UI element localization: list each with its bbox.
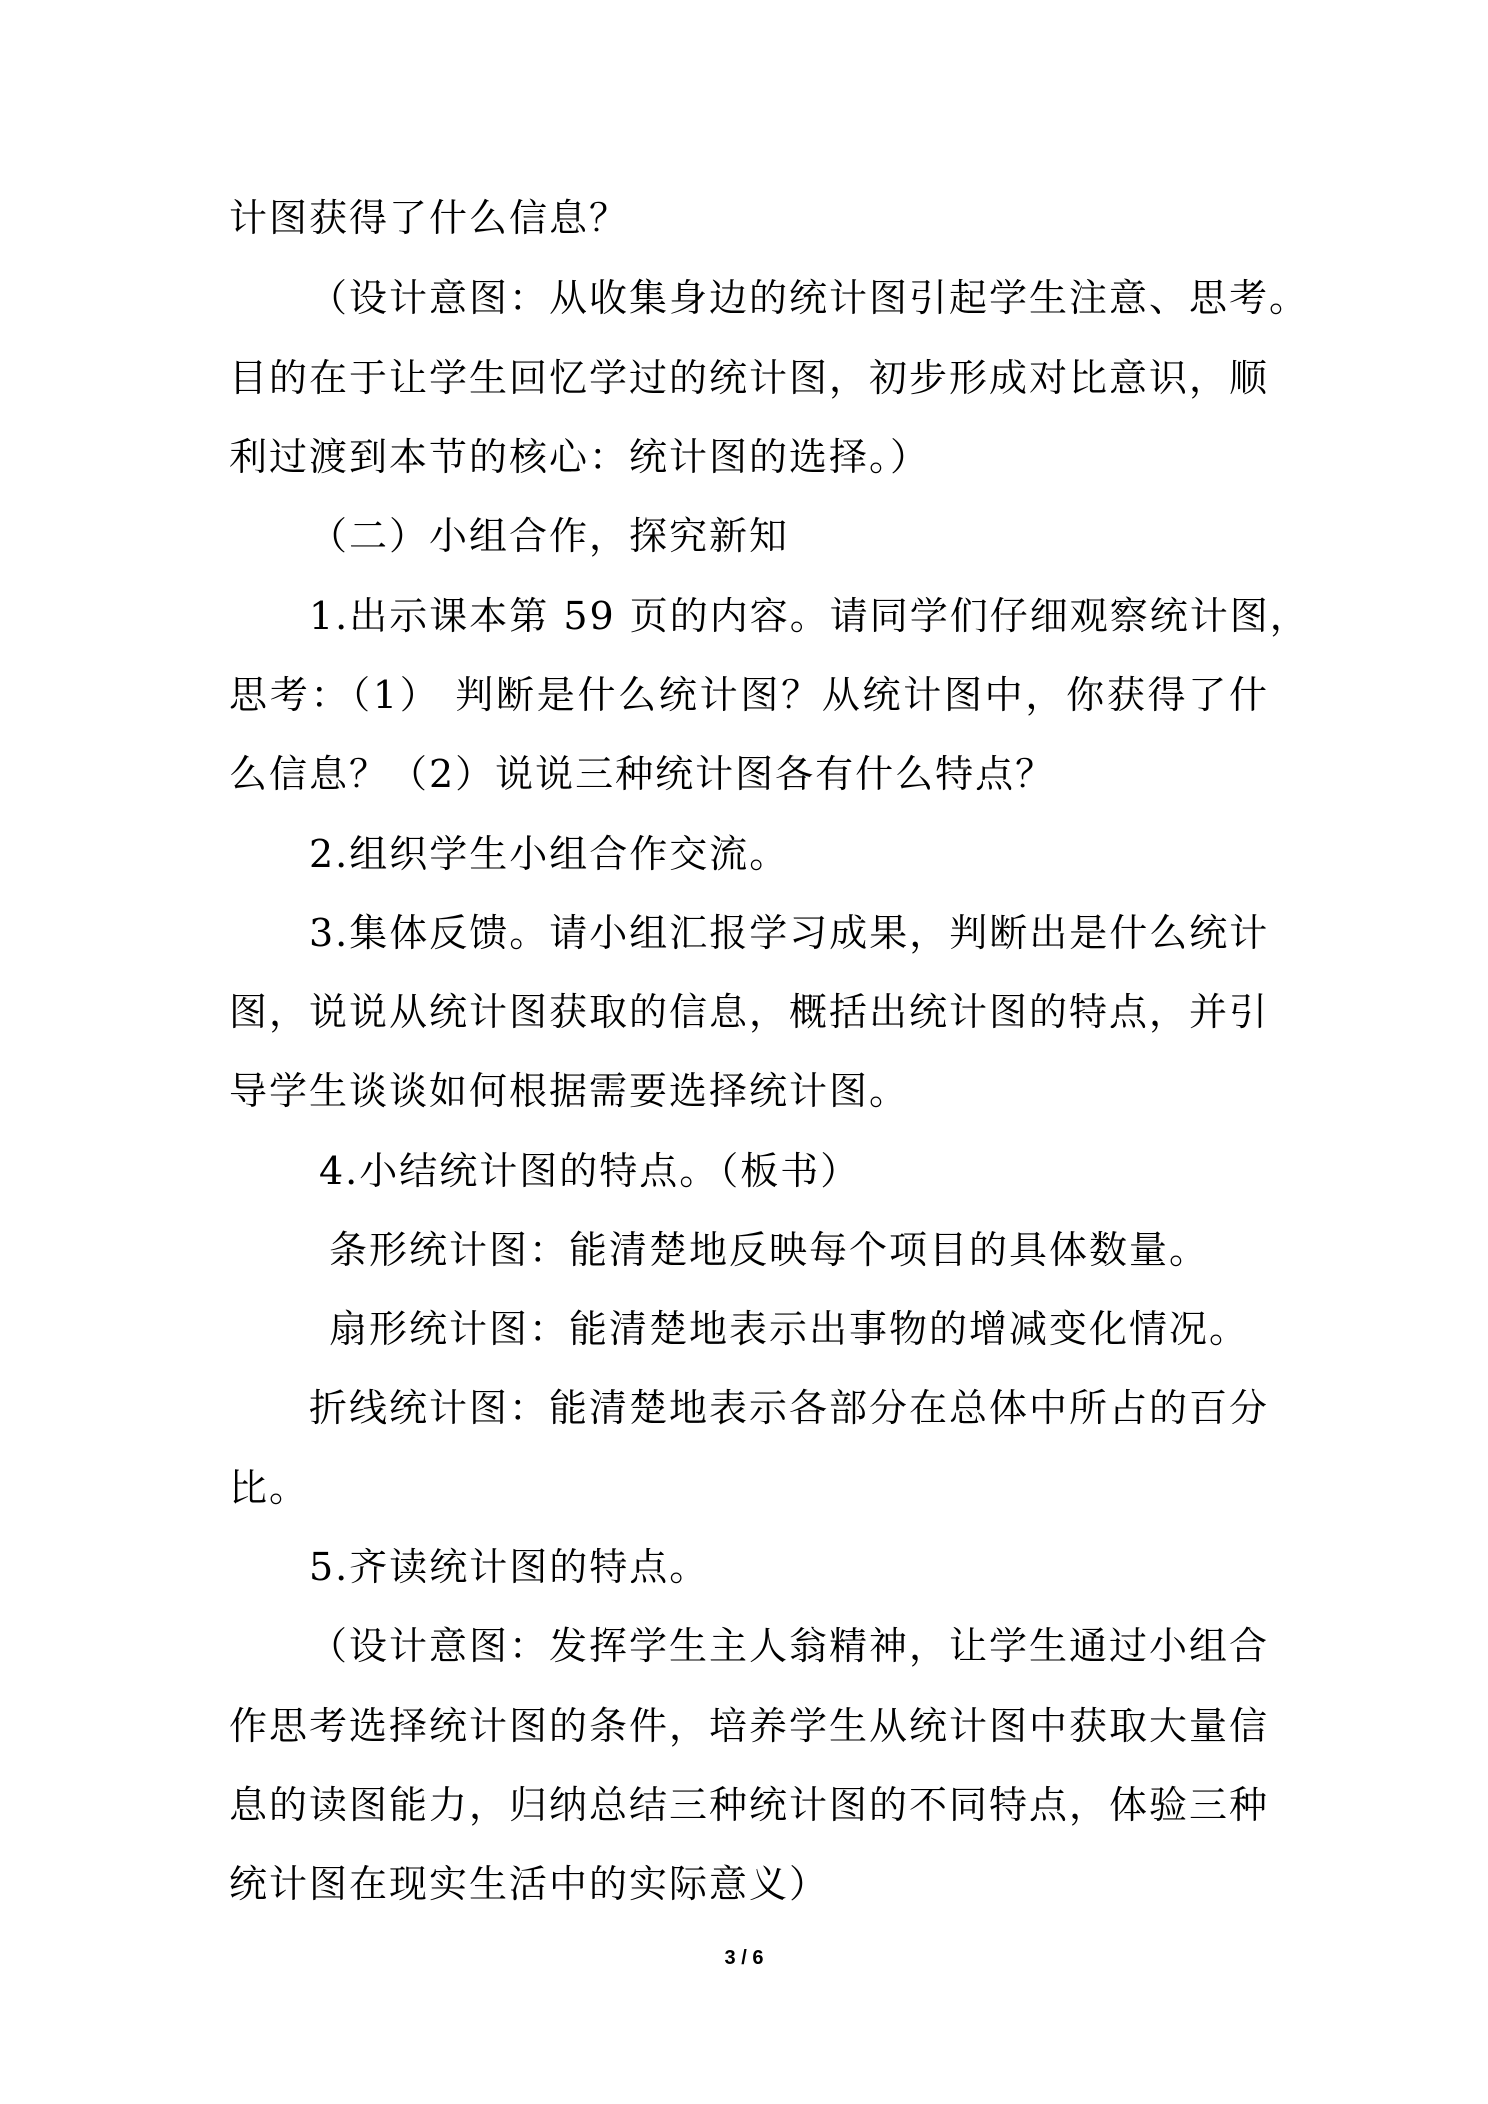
text-line: 统计图在现实生活中的实际意义） xyxy=(229,1862,830,1906)
text-line: 折线统计图：能清楚地表示各部分在总体中所占的百分 xyxy=(309,1386,1270,1430)
text-line: 么信息？（2）说说三种统计图各有什么特点？ xyxy=(229,752,1056,796)
text-line: 1.出示课本第 59 页的内容。请同学们仔细观察统计图， xyxy=(309,594,1310,638)
section-heading: （二）小组合作，探究新知 xyxy=(309,514,790,558)
text-line: 目的在于让学生回忆学过的统计图，初步形成对比意识，顺 xyxy=(229,356,1270,400)
text-line: 3.集体反馈。请小组汇报学习成果，判断出是什么统计 xyxy=(309,911,1270,955)
text-line: 思考：（1） 判断是什么统计图？从统计图中，你获得了什 xyxy=(229,673,1269,717)
text-line: 扇形统计图：能清楚地表示出事物的增减变化情况。 xyxy=(329,1307,1250,1351)
text-line: 条形统计图：能清楚地反映每个项目的具体数量。 xyxy=(329,1228,1210,1272)
text-line: 4.小结统计图的特点。（板书） xyxy=(319,1149,861,1193)
text-line: 2.组织学生小组合作交流。 xyxy=(309,832,790,876)
text-line: 导学生谈谈如何根据需要选择统计图。 xyxy=(229,1069,910,1113)
text-line: （设计意图：从收集身边的统计图引起学生注意、思考。 xyxy=(309,276,1310,320)
text-line: 图，说说从统计图获取的信息，概括出统计图的特点，并引 xyxy=(229,990,1270,1034)
text-line: 作思考选择统计图的条件，培养学生从统计图中获取大量信 xyxy=(229,1704,1270,1748)
text-line: 计图获得了什么信息？ xyxy=(229,196,630,240)
text-line: 比。 xyxy=(229,1466,310,1510)
text-line: 5.齐读统计图的特点。 xyxy=(309,1545,710,1589)
text-line: 利过渡到本节的核心：统计图的选择。） xyxy=(229,435,931,479)
text-line: （设计意图：发挥学生主人翁精神，让学生通过小组合 xyxy=(309,1624,1270,1668)
page-number: 3 / 6 xyxy=(724,1947,764,1969)
text-line: 息的读图能力，归纳总结三种统计图的不同特点，体验三种 xyxy=(229,1783,1270,1827)
